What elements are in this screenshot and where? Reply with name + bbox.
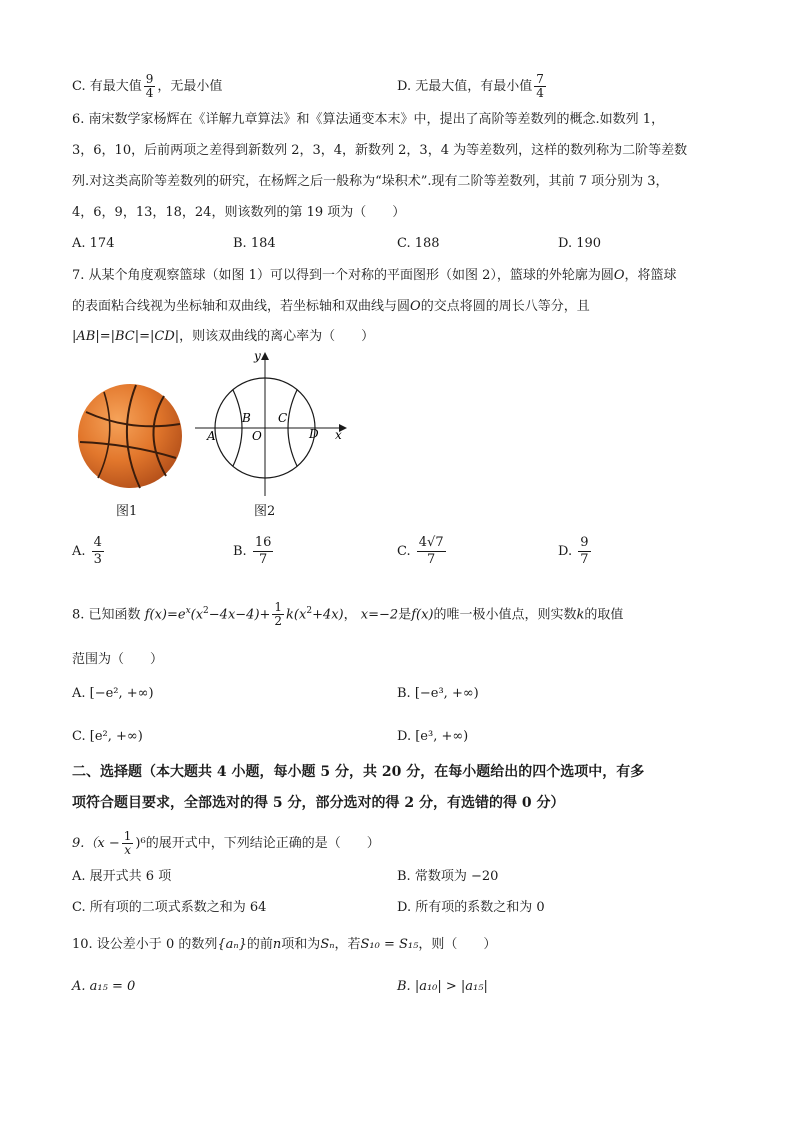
q8-option-b[interactable]: B. [−e³, +∞) xyxy=(397,686,479,701)
section-2-heading-line-1: 二、选择题（本大题共 4 小题，每小题 5 分，共 20 分，在每小题给出的四个选项中，有多 xyxy=(72,764,645,780)
q6-option-c[interactable]: C. 188 xyxy=(397,236,440,251)
q9-option-b[interactable]: B. 常数项为 −20 xyxy=(397,869,499,884)
q7-stem-line-2: 的表面粘合线视为坐标轴和双曲线，若坐标轴和双曲线与圆O的交点将圆的周长八等分，且 xyxy=(72,299,590,314)
q6-stem-line-3: 列.对这类高阶等差数列的研究，在杨辉之后一般称为“垛积术”.现有二阶等差数列，其前 7 项分别为 3， xyxy=(72,174,669,189)
q8-stem-line-2: 范围为（ ） xyxy=(72,652,164,667)
q5-option-c[interactable]: C. 有最大值 $\frac{9}{4}$ ，无最小值 xyxy=(72,72,223,100)
figure-2-caption: 图2 xyxy=(254,504,276,519)
figure-1-caption: 图1 xyxy=(116,504,138,519)
q6-option-b[interactable]: B. 184 xyxy=(233,236,276,251)
q7-option-d[interactable]: D. $\frac{9}{7}$ xyxy=(558,535,589,567)
q9-option-d[interactable]: D. 所有项的系数之和为 0 xyxy=(397,900,545,915)
q7-option-b[interactable]: B. $\frac{16}{7}$ xyxy=(233,535,272,567)
point-a-label: A xyxy=(207,429,216,443)
q7-stem-line-3: |AB|=|BC|=|CD|，则该双曲线的离心率为（ ） xyxy=(72,329,375,344)
q9-option-a[interactable]: A. 展开式共 6 项 xyxy=(72,869,172,884)
q5-option-d[interactable]: D. 无最大值，有最小值 $\frac{7}{4}$ xyxy=(397,72,544,100)
q6-stem-line-1: 6. 南宋数学家杨辉在《详解九章算法》和《算法通变本末》中，提出了高阶等差数列的概念.如数列 1， xyxy=(72,112,665,127)
fraction: $\frac{7}{4}$ xyxy=(536,72,544,100)
q10-stem: 10. 设公差小于 0 的数列{aₙ}的前n项和为Sₙ，若S₁₀ = S₁₅，则（ ） xyxy=(72,937,497,952)
point-d-label: D xyxy=(309,427,319,441)
point-b-label: B xyxy=(242,411,251,425)
q6-option-a[interactable]: A. 174 xyxy=(72,236,115,251)
section-2-heading-line-2: 项符合题目要求，全部选对的得 5 分，部分选对的得 2 分，有选错的得 0 分） xyxy=(72,795,565,811)
q8-option-d[interactable]: D. [e³, +∞) xyxy=(397,729,469,744)
basketball-image xyxy=(76,382,184,490)
q6-stem-line-4: 4，6，9，13，18，24，则该数列的第 19 项为（ ） xyxy=(72,205,406,220)
q7-stem-line-1: 7. 从某个角度观察篮球（如图 1）可以得到一个对称的平面图形（如图 2），篮球的外轮廓为圆O，将篮球 xyxy=(72,268,677,283)
fraction: $\frac{9}{4}$ xyxy=(145,72,154,100)
q8-option-c[interactable]: C. [e², +∞) xyxy=(72,729,143,744)
y-axis-label: y xyxy=(254,349,261,363)
q10-option-a[interactable]: A. a₁₅ = 0 xyxy=(72,979,136,994)
q7-option-c[interactable]: C. $\frac{4√7}{7}$ xyxy=(397,535,444,567)
q8-stem-line-1: 8. 已知函数 $f(x)=e^x(x^2-4x-4)+$ $\frac{1}{2}$ $k(x^2+4x)$， x=−2是f(x)的唯一极小值点，则实数k的取值 xyxy=(72,600,624,629)
point-c-label: C xyxy=(278,411,288,425)
point-o-label: O xyxy=(252,429,262,443)
x-axis-label: x xyxy=(335,428,342,442)
q10-option-b[interactable]: B. |a₁₀| > |a₁₅| xyxy=(397,979,488,994)
q7-option-a[interactable]: A. $\frac{4}{3}$ xyxy=(72,535,102,567)
hyperbola-circle-diagram xyxy=(195,348,355,498)
q9-stem: 9.（x − $\frac{1}{x}$ )⁶的展开式中，下列结论正确的是（ ） xyxy=(72,829,380,857)
q8-option-a[interactable]: A. [−e², +∞) xyxy=(72,686,154,701)
q9-option-c[interactable]: C. 所有项的二项式系数之和为 64 xyxy=(72,900,267,915)
q6-stem-line-2: 3，6，10，后前两项之差得到新数列 2，3，4，新数列 2，3，4 为等差数列，这样的数列称为二阶等差数 xyxy=(72,143,688,158)
q6-option-d[interactable]: D. 190 xyxy=(558,236,602,251)
